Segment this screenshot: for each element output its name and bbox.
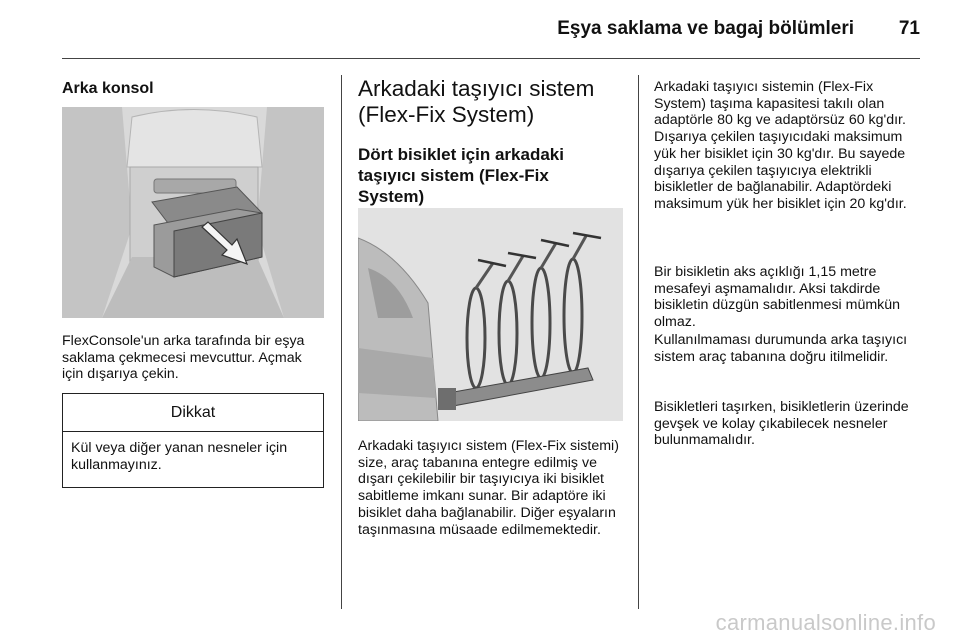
notice-title: Dikkat: [63, 394, 323, 432]
rear-console-illustration: [62, 107, 324, 318]
column-divider: [341, 75, 342, 609]
column-divider: [638, 75, 639, 609]
bike-carrier-illustration: [358, 208, 623, 421]
page-header: [62, 18, 920, 42]
flex-fix-paragraph-4: Kullanılmaması durumunda arka taşıyıcı sistem araç tabanına doğru itilmelidir.: [654, 332, 908, 365]
section-heading-flex-fix: Arkadaki taşıyıcı sistem (Flex-Fix System): [358, 76, 595, 127]
header-rule: [62, 58, 920, 59]
watermark: carmanualsonline.info: [715, 610, 936, 635]
flex-fix-paragraph-5: Bisikletleri taşırken, bisikletlerin üzerinde gevşek ve kolay çıkabilecek nesneler bulunmamalıdır.: [654, 399, 909, 449]
header-title: Eşya saklama ve bagaj bölümleri: [557, 18, 854, 39]
flex-fix-paragraph-3: Bir bisikletin aks açıklığı 1,15 metre mesafeyi aşmamalıdır. Aksi takdirde bisikletin düzgün sabitlenmesi mümkün olmaz.: [654, 264, 901, 331]
flex-fix-paragraph-1: Arkadaki taşıyıcı sistem (Flex-Fix sistemi) size, araç tabanına entegre edilmiş ve dışarı çekilebilir bir taşıyıcıya iki bisiklet sabitleme imkanı sunar. Bir adaptöre iki bisiklet daha bağlanabilir. Diğer eşyaların taşınmasına müsaade edilmemektedir.: [358, 438, 619, 538]
section-heading-rear-console: Arka konsol: [62, 80, 154, 97]
rear-console-text: FlexConsole'un arka tarafında bir eşya saklama çekmecesi mevcuttur. Açmak için dışarıya çekin.: [62, 333, 305, 383]
flex-fix-paragraph-2: Arkadaki taşıyıcı sistemin (Flex-Fix System) taşıma kapasitesi takılı olan adaptörle 80 kg ve adaptörsüz 60 kg'dır. Dışarıya çekilen taşıyıcıdaki maksimum yük her bisiklet için 30 kg'dır. Bu sayede dışarıya çekilen taşıyıcıya elektrikli bisikletler de bağlanabilir. Adaptördeki maksimum yük her bisiklet için 20 kg'dır.: [654, 79, 907, 212]
subheading-four-bikes: Dört bisiklet için arkadaki taşıyıcı sistem (Flex-Fix System): [358, 145, 564, 206]
warning-notice: [62, 393, 324, 488]
page-number: 71: [898, 18, 920, 39]
notice-text: Kül veya diğer yanan nesneler için kullanmayınız.: [71, 440, 288, 473]
console-drawer-drawing: [62, 107, 324, 318]
bike-carrier-drawing: [358, 208, 623, 421]
